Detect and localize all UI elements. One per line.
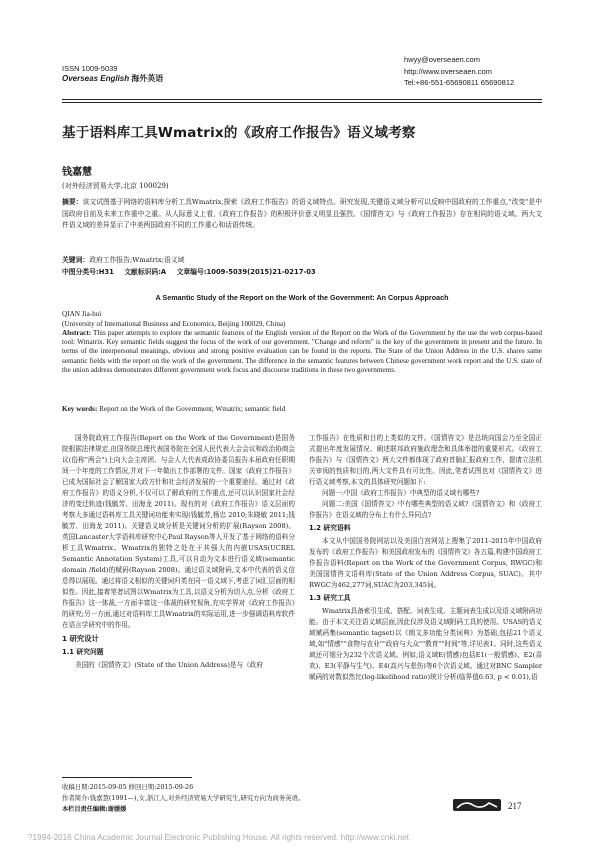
research-question-2: 问题二:美国《国情咨文》中有哪些典型的语义域?《国情咨文》和《政府工作报告》在语义域的分布上有什么异同点? — [309, 500, 542, 519]
abstract-en — [62, 329, 542, 375]
author-name: 钱嘉慧 — [62, 167, 92, 178]
abstract-en-text: This paper attempts to explore the semantic features of the English version of the Report on the Work of the Government by the use the web corpus-based tool: Wmatrix. Key semantic fields suggest the focus of the work of our government. "Change and reform" is the key of the government in present and the future. In terms of the interpersonal meanings, obvious and strong positive evaluation can be found in the reports. The State of the Union Address in the U.S. shares same semantic fields with the report on the work of the government. The difference in the semantic features between Chinese government work report and the U.S. state of the union address demonstrates different government work focus and discourse traditions in these two governments. — [62, 329, 542, 374]
journal-website[interactable]: http://www.overseaen.com — [404, 66, 492, 76]
keywords-cn-label: 关键词： — [62, 256, 90, 264]
keywords-en — [62, 405, 285, 413]
keywords-cn-text: 政府工作报告;Wmatrix;语义域 — [89, 256, 185, 264]
paper-title: 基于语料库工具Wmatrix的《政府工作报告》语义域考察 — [62, 125, 416, 141]
body-column-left — [62, 433, 295, 671]
intro-paragraph: 国务院政府工作报告(Report on the Work of the Government)是国务院根据法律规定,由国务院总理代表国务院在全国人民代表大会会议和政治协商会议(俗称"两会")上向大会主席团、与会人大代表或政协委员报告本届政府任职期间一个年度的工作情况,并对下一年做出工作部署的文件。国家《政府工作报告》已成为国际社会了解国家大政方针和社会经济发展的一个重要途径。通过对《政府工作报告》的语义分析,不仅可以了解政府的工作重点,还可以认识国家社会经济的变迁轨迹(钱毓芳、田海龙 2011)。现有的对《政府工作报告》语义层面的考察大多通过语料库工具关键词功能来实现(钱毓芳,杨忠 2010;朱晓敏 2011;钱毓芳、田海龙 2011)。关键语义域分析是关键词分析的扩展(Rayson 2008)。英国Lancaster大学语料库研究中心Paul Rayson等人开发了基于网络的语料分析工具Wmatrix。Wmatrix的独特之处在于其强大的内嵌USAS(UCREL Semantic Annotation System)工具,可以自动为文本进行语义域(semantic domain /field)的赋码(Rayson 2008)。通过语义域附码,文本中代表的语义信息得以展现。通过将语义相似的关键词归类在同一语义域下,考虑了词汇层面的相似性。因此,接着笔者试图以Wmatrix为工具,以语义分析为切入点,分析《政府工作报告》这一体裁,一方面丰富这一体裁的研究视角,充实学界对《政府工作报告》的研究;另一方面,通过对语料库工具Wmatrix的实际运用,进一步强调语料库软件在语言学研究中的作用。 — [62, 434, 295, 629]
author-affiliation: (对外经济贸易大学,北京 100029) — [62, 182, 169, 190]
body-column-right — [309, 433, 542, 683]
journal-name-cn: 海外英语 — [131, 74, 164, 83]
subsection-heading-1-1: 1.1 研究问题 — [62, 648, 104, 656]
author-bio: 作者简介:钱嘉慧(1991—),女,浙江人,对外经济贸易大学研究生,研究方向为商务英语。 — [62, 794, 305, 802]
received-dates: 收稿日期:2015-09-05 修回日期:2015-09-26 — [62, 783, 194, 791]
article-number: 文章编号:1009-5039(2015)21-0217-03 — [176, 268, 316, 276]
page-number: 217 — [508, 801, 522, 811]
section-heading-1: 1 研究设计 — [62, 634, 99, 643]
journal-logo-icon — [453, 798, 501, 812]
paragraph: Wmatrix具备索引生成、搭配、词表生成、主题词表生成以及语义域附码功能。由于本文关注语义域层面,因此仅涉及语义域附码工具的使用。USAS的语义域赋码集(semantic tagset)以《朗文多功能分类词典》为基础,包括21个语义域,如"情感""食物与农业""政府与大众""教育""时间"等,详见表1。同时,这些语义域还可细分为232个次语义域。例如,语义域E(情感)包括E1(一般情感)、E2(喜欢)、E3(平静与生气)、E4(高兴与悲伤)等6个次语义域。通过对BNC Sampler赋码的对数似然比(log-likelihood ratio)统计分析(临界值6.63, p < 0.01),语 — [309, 607, 542, 681]
paragraph: 美国的《国情咨文》(State of the Union Address)是与《政府 — [75, 661, 263, 669]
subsection-heading-1-3: 1.3 研究工具 — [309, 594, 351, 602]
english-author-block — [62, 310, 286, 329]
journal-header-right — [404, 54, 514, 89]
journal-name-en: Overseas English — [62, 74, 130, 83]
cnki-watermark: ?1994-2016 China Academic Journal Electronic Publishing House. All rights reserved. http://www.cnki.net — [28, 833, 409, 842]
keywords-cn — [62, 254, 184, 264]
subsection-heading-1-2: 1.2 研究语料 — [309, 524, 351, 532]
document-code: 文献标识码:A — [124, 268, 167, 276]
journal-header-left — [62, 64, 163, 84]
abstract-cn-label: 摘要： — [62, 198, 83, 206]
abstract-cn-text: 该文试图基于网络的语料库分析工具Wmatrix,探索《政府工作报告》的语义域特点。研究发现,关键语义域分析可以反映中国政府的工作重点,"改变"是中国政府目前及未来工作重中之重。从人际意义上看,《政府工作报告》的积极评价意义明显且强烈。《国情咨文》与《政府工作报告》存在相同的语义域。两大文件语义域的差异显示了中美两国政府不同的工作重心和话语传统。 — [62, 198, 542, 230]
footnote — [62, 782, 304, 804]
clc-number: 中图分类号:H31 — [62, 268, 114, 276]
paragraph: 本文从中国国务院网站以及美国白宫网站上搜集了2011-2015年中国政府发布的《政府工作报告》和美国政府发布的《国情咨文》各五篇,构建中国政府工作报告语料(Report on the Work of the Government Corpus, RWGC)和美国国情咨文语料库(State of the Union Address Corpus, SUAC)。其中RWGC为462,277词,SUAC为203,345词。 — [309, 537, 542, 589]
header-rule-thin — [62, 102, 542, 103]
issn: ISSN 1009-5039 — [62, 64, 118, 73]
abstract-cn — [62, 197, 542, 232]
research-question-1: 问题一:中国《政府工作报告》中典型的语义域有哪些? — [322, 489, 480, 497]
english-author: QIAN Jia-hui — [62, 310, 102, 318]
keywords-en-label: Key words: — [62, 405, 98, 413]
abstract-en-label: Abstract: — [62, 329, 92, 337]
english-title: A Semantic Study of the Report on the Work of the Government: An Corpus Approach — [155, 293, 449, 302]
keywords-en-text: Report on the Work of the Government; Wmatrix; semantic field — [99, 405, 286, 413]
footnote-rule — [62, 777, 192, 778]
classification-line — [62, 266, 324, 276]
paragraph: 工作报告》在性质和目的上类似的文件。《国情咨文》是总统向国会乃至全国正式提出年度发展情况、阐述联邦政府施政理念和具体举措的重要形式。《政府工作报告》与《国情咨文》两大文件都体现了政府首脑汇报政府工作、提请立法机关审阅的性质和目的,两大文件具有可比性。因此,笔者试图也对《国情咨文》进行语义域考察,本文的具体研究问题如下: — [309, 434, 542, 486]
header-rule — [62, 99, 542, 100]
journal-tel: Tel:+86-551-65690811 65690812 — [404, 78, 515, 87]
english-affiliation: (University of International Business and Economics, Beijing 100029, China) — [62, 319, 286, 328]
journal-email[interactable]: hwyy@overseaen.com — [404, 55, 480, 64]
column-editor: 本栏目责任编辑:谢媛媛 — [62, 806, 127, 813]
